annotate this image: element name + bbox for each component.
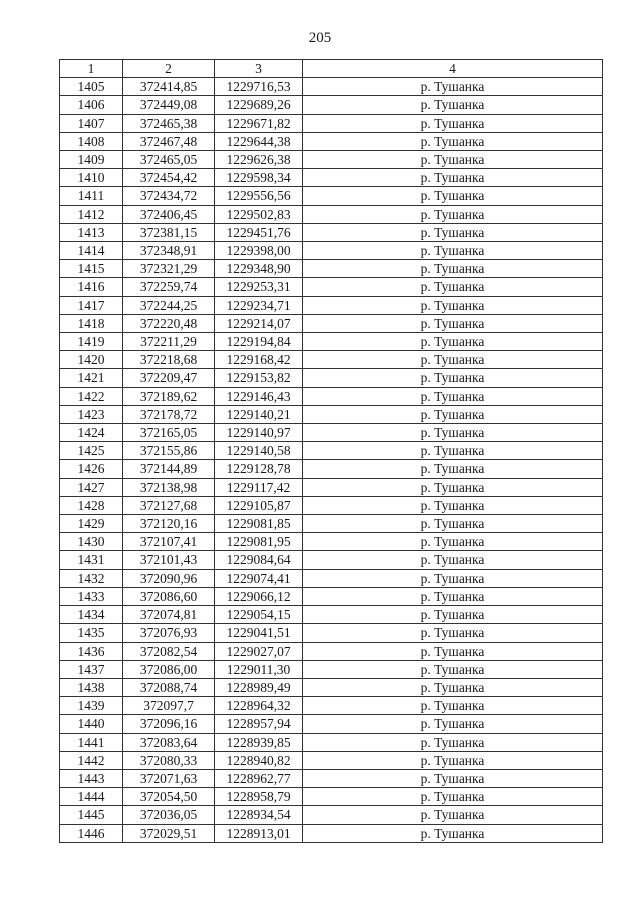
- x-coordinate-cell: 372434,72: [123, 187, 215, 205]
- description-cell: р. Тушанка: [303, 642, 603, 660]
- description-cell: р. Тушанка: [303, 569, 603, 587]
- point-number-cell: 1436: [60, 642, 123, 660]
- table-row: [60, 478, 603, 496]
- x-coordinate-cell: 372155,86: [123, 442, 215, 460]
- y-coordinate-cell: 1229011,30: [215, 660, 303, 678]
- table-row: [60, 205, 603, 223]
- y-coordinate-cell: 1229140,58: [215, 442, 303, 460]
- description-cell: р. Тушанка: [303, 114, 603, 132]
- point-number-cell: 1409: [60, 151, 123, 169]
- table-row: [60, 587, 603, 605]
- point-number-cell: 1418: [60, 314, 123, 332]
- column-header-1: 1: [60, 60, 123, 78]
- x-coordinate-cell: 372054,50: [123, 788, 215, 806]
- x-coordinate-cell: 372036,05: [123, 806, 215, 824]
- table-row: [60, 151, 603, 169]
- y-coordinate-cell: 1229081,85: [215, 515, 303, 533]
- y-coordinate-cell: 1228958,79: [215, 788, 303, 806]
- y-coordinate-cell: 1229054,15: [215, 606, 303, 624]
- table-row: [60, 533, 603, 551]
- table-row: [60, 333, 603, 351]
- description-cell: р. Тушанка: [303, 169, 603, 187]
- table-row: [60, 78, 603, 96]
- x-coordinate-cell: 372465,38: [123, 114, 215, 132]
- description-cell: р. Тушанка: [303, 788, 603, 806]
- y-coordinate-cell: 1229502,83: [215, 205, 303, 223]
- column-header-4: 4: [303, 60, 603, 78]
- y-coordinate-cell: 1229398,00: [215, 242, 303, 260]
- x-coordinate-cell: 372088,74: [123, 678, 215, 696]
- description-cell: р. Тушанка: [303, 697, 603, 715]
- description-cell: р. Тушанка: [303, 351, 603, 369]
- description-cell: р. Тушанка: [303, 806, 603, 824]
- description-cell: р. Тушанка: [303, 587, 603, 605]
- description-cell: р. Тушанка: [303, 424, 603, 442]
- y-coordinate-cell: 1229194,84: [215, 333, 303, 351]
- table-row: [60, 132, 603, 150]
- y-coordinate-cell: 1229644,38: [215, 132, 303, 150]
- table-row: [60, 351, 603, 369]
- point-number-cell: 1406: [60, 96, 123, 114]
- table-row: [60, 296, 603, 314]
- point-number-cell: 1437: [60, 660, 123, 678]
- x-coordinate-cell: 372414,85: [123, 78, 215, 96]
- y-coordinate-cell: 1229234,71: [215, 296, 303, 314]
- description-cell: р. Тушанка: [303, 405, 603, 423]
- description-cell: р. Тушанка: [303, 151, 603, 169]
- point-number-cell: 1439: [60, 697, 123, 715]
- y-coordinate-cell: 1228962,77: [215, 769, 303, 787]
- description-cell: р. Тушанка: [303, 242, 603, 260]
- point-number-cell: 1445: [60, 806, 123, 824]
- x-coordinate-cell: 372076,93: [123, 624, 215, 642]
- table-row: [60, 606, 603, 624]
- table-row: [60, 788, 603, 806]
- x-coordinate-cell: 372083,64: [123, 733, 215, 751]
- point-number-cell: 1426: [60, 460, 123, 478]
- description-cell: р. Тушанка: [303, 606, 603, 624]
- table-row: [60, 278, 603, 296]
- y-coordinate-cell: 1229084,64: [215, 551, 303, 569]
- page-number: 205: [308, 30, 332, 46]
- table-row: [60, 369, 603, 387]
- x-coordinate-cell: 372090,96: [123, 569, 215, 587]
- x-coordinate-cell: 372101,43: [123, 551, 215, 569]
- description-cell: р. Тушанка: [303, 824, 603, 842]
- y-coordinate-cell: 1229041,51: [215, 624, 303, 642]
- x-coordinate-cell: 372406,45: [123, 205, 215, 223]
- y-coordinate-cell: 1229716,53: [215, 78, 303, 96]
- point-number-cell: 1435: [60, 624, 123, 642]
- x-coordinate-cell: 372449,08: [123, 96, 215, 114]
- table-row: [60, 260, 603, 278]
- point-number-cell: 1417: [60, 296, 123, 314]
- description-cell: р. Тушанка: [303, 442, 603, 460]
- y-coordinate-cell: 1229451,76: [215, 223, 303, 241]
- table-row: [60, 697, 603, 715]
- point-number-cell: 1419: [60, 333, 123, 351]
- y-coordinate-cell: 1229153,82: [215, 369, 303, 387]
- description-cell: р. Тушанка: [303, 223, 603, 241]
- x-coordinate-cell: 372209,47: [123, 369, 215, 387]
- point-number-cell: 1442: [60, 751, 123, 769]
- description-cell: р. Тушанка: [303, 624, 603, 642]
- x-coordinate-cell: 372348,91: [123, 242, 215, 260]
- point-number-cell: 1407: [60, 114, 123, 132]
- point-number-cell: 1420: [60, 351, 123, 369]
- y-coordinate-cell: 1229146,43: [215, 387, 303, 405]
- table-body: [60, 78, 603, 843]
- table-row: [60, 242, 603, 260]
- y-coordinate-cell: 1228934,54: [215, 806, 303, 824]
- x-coordinate-cell: 372138,98: [123, 478, 215, 496]
- description-cell: р. Тушанка: [303, 551, 603, 569]
- table-row: [60, 824, 603, 842]
- y-coordinate-cell: 1228913,01: [215, 824, 303, 842]
- y-coordinate-cell: 1229598,34: [215, 169, 303, 187]
- y-coordinate-cell: 1229689,26: [215, 96, 303, 114]
- table-row: [60, 96, 603, 114]
- x-coordinate-cell: 372259,74: [123, 278, 215, 296]
- description-cell: р. Тушанка: [303, 733, 603, 751]
- y-coordinate-cell: 1229027,07: [215, 642, 303, 660]
- table-row: [60, 806, 603, 824]
- point-number-cell: 1422: [60, 387, 123, 405]
- point-number-cell: 1433: [60, 587, 123, 605]
- description-cell: р. Тушанка: [303, 132, 603, 150]
- table-row: [60, 715, 603, 733]
- x-coordinate-cell: 372465,05: [123, 151, 215, 169]
- y-coordinate-cell: 1229168,42: [215, 351, 303, 369]
- point-number-cell: 1441: [60, 733, 123, 751]
- y-coordinate-cell: 1229066,12: [215, 587, 303, 605]
- point-number-cell: 1430: [60, 533, 123, 551]
- point-number-cell: 1446: [60, 824, 123, 842]
- table-row: [60, 660, 603, 678]
- table-row: [60, 496, 603, 514]
- table-row: [60, 769, 603, 787]
- table-row: [60, 405, 603, 423]
- y-coordinate-cell: 1228957,94: [215, 715, 303, 733]
- description-cell: р. Тушанка: [303, 769, 603, 787]
- x-coordinate-cell: 372178,72: [123, 405, 215, 423]
- x-coordinate-cell: 372165,05: [123, 424, 215, 442]
- table-row: [60, 515, 603, 533]
- y-coordinate-cell: 1228940,82: [215, 751, 303, 769]
- table-row: [60, 169, 603, 187]
- description-cell: р. Тушанка: [303, 278, 603, 296]
- description-cell: р. Тушанка: [303, 314, 603, 332]
- table-row: [60, 678, 603, 696]
- point-number-cell: 1428: [60, 496, 123, 514]
- y-coordinate-cell: 1228939,85: [215, 733, 303, 751]
- table-row: [60, 387, 603, 405]
- y-coordinate-cell: 1228964,32: [215, 697, 303, 715]
- description-cell: р. Тушанка: [303, 205, 603, 223]
- x-coordinate-cell: 372074,81: [123, 606, 215, 624]
- table-row: [60, 187, 603, 205]
- x-coordinate-cell: 372244,25: [123, 296, 215, 314]
- y-coordinate-cell: 1229556,56: [215, 187, 303, 205]
- table-row: [60, 551, 603, 569]
- x-coordinate-cell: 372144,89: [123, 460, 215, 478]
- description-cell: р. Тушанка: [303, 533, 603, 551]
- point-number-cell: 1423: [60, 405, 123, 423]
- point-number-cell: 1434: [60, 606, 123, 624]
- y-coordinate-cell: 1229214,07: [215, 314, 303, 332]
- y-coordinate-cell: 1228989,49: [215, 678, 303, 696]
- x-coordinate-cell: 372189,62: [123, 387, 215, 405]
- y-coordinate-cell: 1229626,38: [215, 151, 303, 169]
- y-coordinate-cell: 1229128,78: [215, 460, 303, 478]
- description-cell: р. Тушанка: [303, 260, 603, 278]
- point-number-cell: 1424: [60, 424, 123, 442]
- description-cell: р. Тушанка: [303, 333, 603, 351]
- point-number-cell: 1415: [60, 260, 123, 278]
- description-cell: р. Тушанка: [303, 96, 603, 114]
- x-coordinate-cell: 372321,29: [123, 260, 215, 278]
- x-coordinate-cell: 372107,41: [123, 533, 215, 551]
- point-number-cell: 1411: [60, 187, 123, 205]
- x-coordinate-cell: 372086,60: [123, 587, 215, 605]
- description-cell: р. Тушанка: [303, 751, 603, 769]
- x-coordinate-cell: 372120,16: [123, 515, 215, 533]
- x-coordinate-cell: 372454,42: [123, 169, 215, 187]
- description-cell: р. Тушанка: [303, 460, 603, 478]
- y-coordinate-cell: 1229348,90: [215, 260, 303, 278]
- coordinates-table: [59, 59, 603, 843]
- x-coordinate-cell: 372127,68: [123, 496, 215, 514]
- x-coordinate-cell: 372029,51: [123, 824, 215, 842]
- table-row: [60, 733, 603, 751]
- description-cell: р. Тушанка: [303, 387, 603, 405]
- y-coordinate-cell: 1229253,31: [215, 278, 303, 296]
- description-cell: р. Тушанка: [303, 369, 603, 387]
- description-cell: р. Тушанка: [303, 187, 603, 205]
- table-row: [60, 460, 603, 478]
- x-coordinate-cell: 372080,33: [123, 751, 215, 769]
- description-cell: р. Тушанка: [303, 678, 603, 696]
- column-header-2: 2: [123, 60, 215, 78]
- table-row: [60, 751, 603, 769]
- point-number-cell: 1421: [60, 369, 123, 387]
- y-coordinate-cell: 1229081,95: [215, 533, 303, 551]
- description-cell: р. Тушанка: [303, 515, 603, 533]
- table-row: [60, 624, 603, 642]
- y-coordinate-cell: 1229074,41: [215, 569, 303, 587]
- description-cell: р. Тушанка: [303, 660, 603, 678]
- point-number-cell: 1425: [60, 442, 123, 460]
- x-coordinate-cell: 372211,29: [123, 333, 215, 351]
- point-number-cell: 1431: [60, 551, 123, 569]
- x-coordinate-cell: 372220,48: [123, 314, 215, 332]
- point-number-cell: 1443: [60, 769, 123, 787]
- x-coordinate-cell: 372086,00: [123, 660, 215, 678]
- y-coordinate-cell: 1229117,42: [215, 478, 303, 496]
- x-coordinate-cell: 372082,54: [123, 642, 215, 660]
- table-row: [60, 442, 603, 460]
- point-number-cell: 1412: [60, 205, 123, 223]
- point-number-cell: 1444: [60, 788, 123, 806]
- point-number-cell: 1410: [60, 169, 123, 187]
- table-header-row: [60, 60, 603, 78]
- x-coordinate-cell: 372096,16: [123, 715, 215, 733]
- point-number-cell: 1440: [60, 715, 123, 733]
- table-row: [60, 314, 603, 332]
- point-number-cell: 1438: [60, 678, 123, 696]
- table-row: [60, 114, 603, 132]
- y-coordinate-cell: 1229140,97: [215, 424, 303, 442]
- point-number-cell: 1429: [60, 515, 123, 533]
- description-cell: р. Тушанка: [303, 496, 603, 514]
- table-row: [60, 569, 603, 587]
- point-number-cell: 1408: [60, 132, 123, 150]
- x-coordinate-cell: 372071,63: [123, 769, 215, 787]
- x-coordinate-cell: 372381,15: [123, 223, 215, 241]
- point-number-cell: 1414: [60, 242, 123, 260]
- y-coordinate-cell: 1229671,82: [215, 114, 303, 132]
- table-row: [60, 223, 603, 241]
- y-coordinate-cell: 1229140,21: [215, 405, 303, 423]
- point-number-cell: 1427: [60, 478, 123, 496]
- description-cell: р. Тушанка: [303, 78, 603, 96]
- description-cell: р. Тушанка: [303, 715, 603, 733]
- point-number-cell: 1405: [60, 78, 123, 96]
- y-coordinate-cell: 1229105,87: [215, 496, 303, 514]
- column-header-3: 3: [215, 60, 303, 78]
- table-row: [60, 642, 603, 660]
- description-cell: р. Тушанка: [303, 478, 603, 496]
- point-number-cell: 1416: [60, 278, 123, 296]
- point-number-cell: 1432: [60, 569, 123, 587]
- point-number-cell: 1413: [60, 223, 123, 241]
- x-coordinate-cell: 372218,68: [123, 351, 215, 369]
- description-cell: р. Тушанка: [303, 296, 603, 314]
- x-coordinate-cell: 372467,48: [123, 132, 215, 150]
- table-row: [60, 424, 603, 442]
- x-coordinate-cell: 372097,7: [123, 697, 215, 715]
